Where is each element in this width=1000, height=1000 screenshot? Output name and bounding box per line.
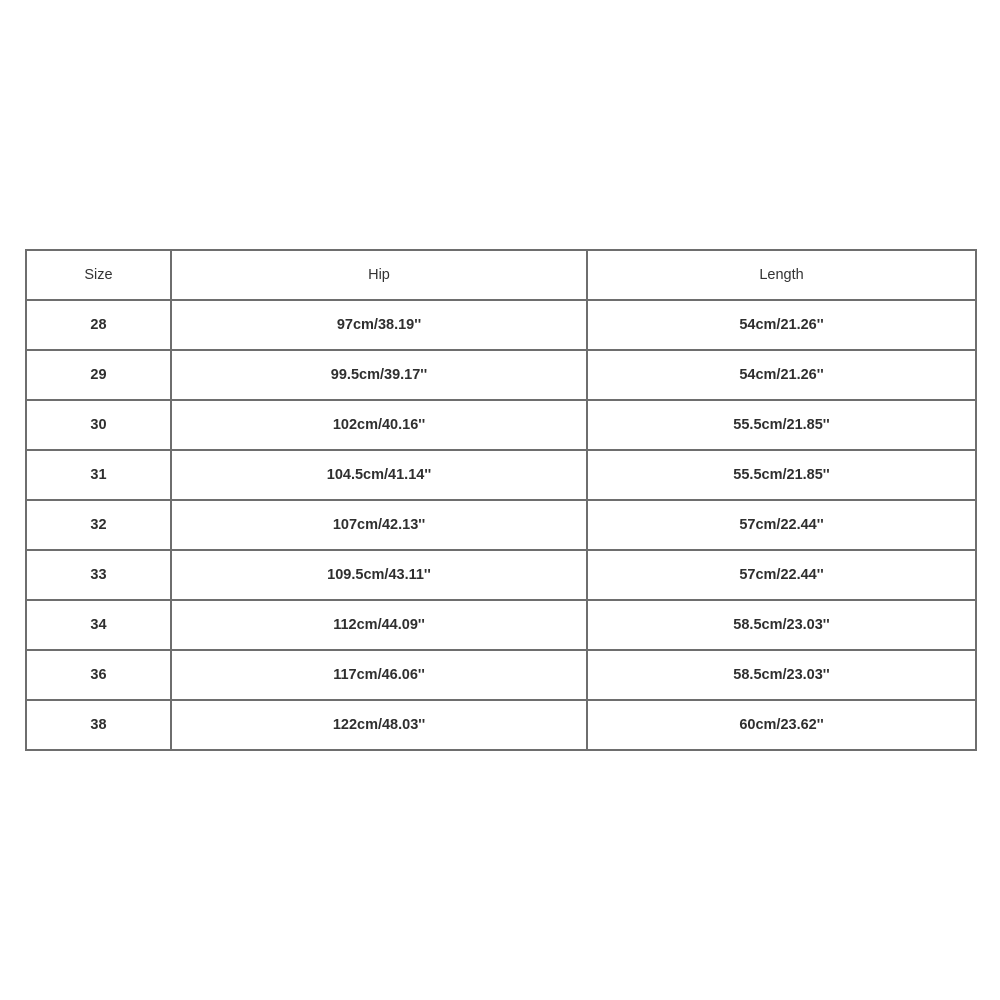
size-cell: 36 [26,650,171,700]
length-cell: 58.5cm/23.03'' [587,650,976,700]
table-row [26,600,976,650]
size-cell: 31 [26,450,171,500]
length-cell: 54cm/21.26'' [587,300,976,350]
header-size: Size [26,250,171,300]
size-cell: 38 [26,700,171,750]
header-length: Length [587,250,976,300]
size-cell: 30 [26,400,171,450]
table-row [26,550,976,600]
size-cell: 33 [26,550,171,600]
length-cell: 55.5cm/21.85'' [587,400,976,450]
hip-cell: 107cm/42.13'' [171,500,587,550]
table-row [26,500,976,550]
hip-cell: 122cm/48.03'' [171,700,587,750]
length-cell: 60cm/23.62'' [587,700,976,750]
hip-cell: 97cm/38.19'' [171,300,587,350]
length-cell: 54cm/21.26'' [587,350,976,400]
table-row [26,650,976,700]
size-cell: 32 [26,500,171,550]
table-row [26,300,976,350]
table-row [26,350,976,400]
header-row [26,250,976,300]
hip-cell: 99.5cm/39.17'' [171,350,587,400]
length-cell: 57cm/22.44'' [587,500,976,550]
hip-cell: 109.5cm/43.11'' [171,550,587,600]
size-cell: 34 [26,600,171,650]
size-cell: 29 [26,350,171,400]
table-row [26,450,976,500]
length-cell: 57cm/22.44'' [587,550,976,600]
size-cell: 28 [26,300,171,350]
size-chart-table [25,249,977,751]
header-hip: Hip [171,250,587,300]
hip-cell: 117cm/46.06'' [171,650,587,700]
hip-cell: 112cm/44.09'' [171,600,587,650]
table-row [26,700,976,750]
length-cell: 58.5cm/23.03'' [587,600,976,650]
hip-cell: 104.5cm/41.14'' [171,450,587,500]
length-cell: 55.5cm/21.85'' [587,450,976,500]
table-row [26,400,976,450]
hip-cell: 102cm/40.16'' [171,400,587,450]
